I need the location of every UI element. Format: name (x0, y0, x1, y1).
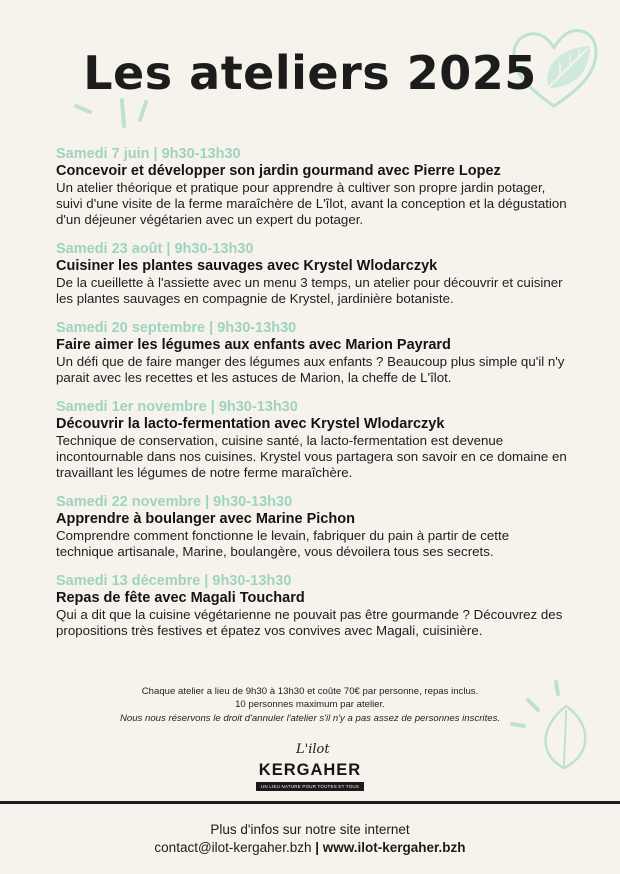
event-title: Faire aimer les légumes aux enfants avec Marion Payrard (56, 337, 451, 353)
event-title: Concevoir et développer son jardin gourmand avec Pierre Lopez (56, 163, 501, 179)
sun-rays-icon (70, 96, 160, 130)
event-date: Samedi 23 août | 9h30-13h30 (56, 241, 254, 257)
event-item (56, 241, 570, 307)
events-list (56, 146, 570, 652)
event-description: Un atelier théorique et pratique pour apprendre à cultiver son propre jardin potager, suivi d'une visite de la ferme maraîchère de L'îlot, avant la conception et la dégustation d'un déjeuner végétarien avec un expert du potager. (56, 180, 567, 227)
practical-info (60, 685, 560, 725)
event-date: Samedi 1er novembre | 9h30-13h30 (56, 399, 298, 415)
event-date: Samedi 22 novembre | 9h30-13h30 (56, 494, 293, 510)
event-title: Apprendre à boulanger avec Marine Pichon (56, 511, 355, 527)
contact-links (0, 839, 620, 857)
page-title: Les ateliers 2025 (83, 46, 537, 100)
contact-footer (0, 821, 620, 857)
event-description: Technique de conservation, cuisine santé, la lacto-fermentation est devenue incontournable dans nos cuisines. Krystel vous partagera son savoir en ce domaine en travaillant les légumes de notre ferme maraîchère. (56, 433, 567, 480)
event-item (56, 494, 570, 560)
event-date: Samedi 7 juin | 9h30-13h30 (56, 146, 241, 162)
logo-script-text: L'ilot (296, 742, 330, 757)
contact-separator: | (315, 840, 320, 855)
footer-divider (0, 801, 620, 804)
event-title: Repas de fête avec Magali Touchard (56, 590, 305, 606)
event-description: De la cueillette à l'assiette avec un menu 3 temps, un atelier pour découvrir et cuisiner les plantes sauvages en compagnie de Krystel, jardinière botaniste. (56, 275, 563, 306)
event-item (56, 399, 570, 481)
contact-intro: Plus d'infos sur notre site internet (210, 822, 410, 837)
logo-name: KERGAHER (258, 761, 362, 779)
event-item (56, 320, 570, 386)
price-info: Chaque atelier a lieu de 9h30 à 13h30 et coûte 70€ par personne, repas inclus. (141, 686, 479, 697)
event-item (56, 573, 570, 639)
event-title: Découvrir la lacto-fermentation avec Krystel Wlodarczyk (56, 416, 445, 432)
event-description: Un défi que de faire manger des légumes aux enfants ? Beaucoup plus simple qu'il n'y parait avec les recettes et les astuces de Marion, la cheffe de L'îlot. (56, 354, 565, 385)
event-description: Comprendre comment fonctionne le levain, fabriquer du pain à partir de cette technique artisanale, Marine, boulangère, vous dévoilera tous ses secrets. (56, 528, 510, 559)
event-date: Samedi 13 décembre | 9h30-13h30 (56, 573, 292, 589)
cancellation-info: Nous nous réservons le droit d'annuler l'atelier s'il n'y a pas assez de personnes inscrites. (119, 712, 501, 724)
website-link[interactable]: www.ilot-kergaher.bzh (322, 840, 466, 855)
capacity-info: 10 personnes maximum par atelier. (235, 699, 385, 711)
event-item (56, 146, 570, 228)
contact-email[interactable]: contact@ilot-kergaher.bzh (154, 840, 312, 855)
logo-tagline: UN LIEU NATURE POUR TOUTES ET TOUS (256, 782, 364, 791)
event-title: Cuisiner les plantes sauvages avec Krystel Wlodarczyk (56, 258, 438, 274)
event-date: Samedi 20 septembre | 9h30-13h30 (56, 320, 297, 336)
event-description: Qui a dit que la cuisine végétarienne ne pouvait pas être gourmande ? Découvrez des propositions très festives et épatez vos convives avec Magali, cuisinière. (56, 607, 563, 638)
brand-logo (250, 742, 370, 798)
